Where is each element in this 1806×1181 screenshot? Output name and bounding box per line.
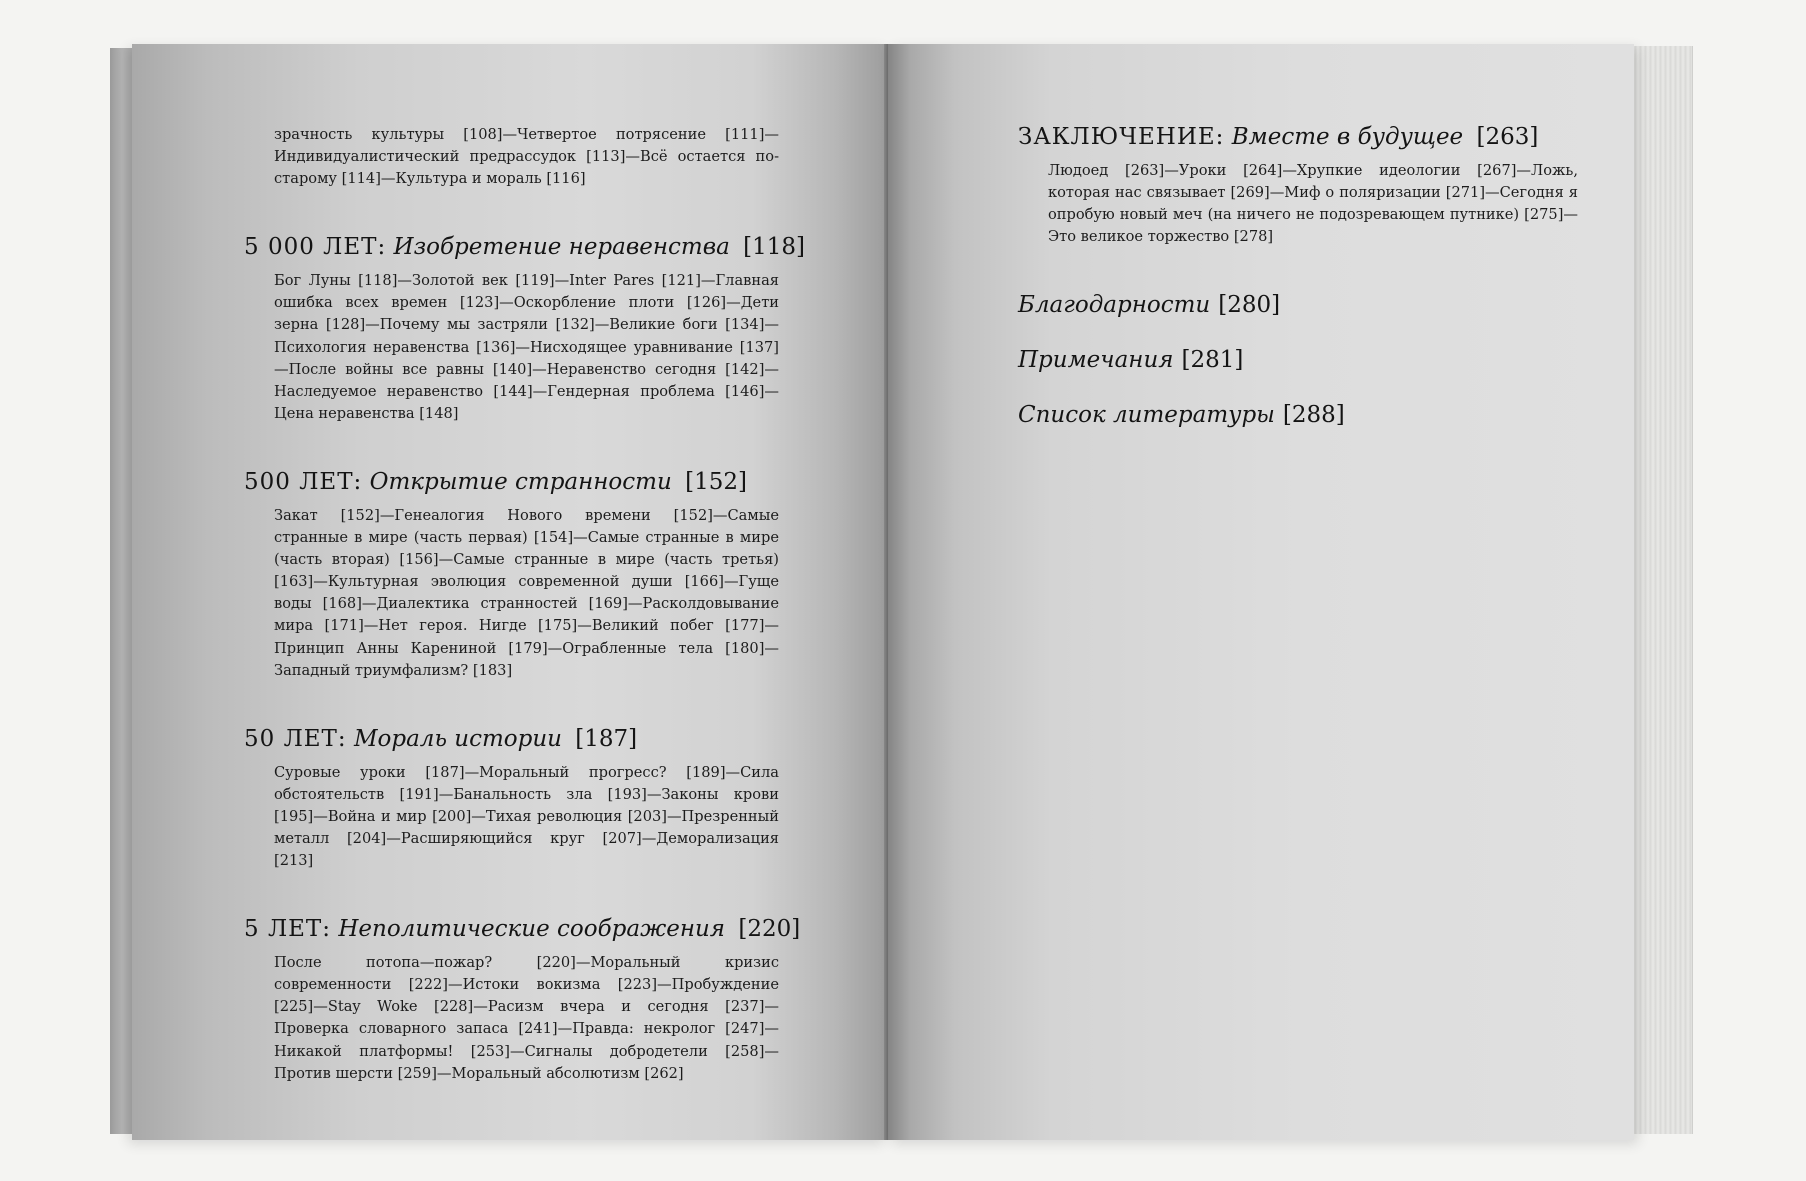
toc-acknowledgements — [1018, 290, 1578, 320]
section-page-number: [220] — [738, 916, 801, 943]
section-era: 50 ЛЕТ: — [244, 725, 347, 752]
toc-section-heading — [244, 914, 801, 944]
section-page-number: [263] — [1476, 124, 1539, 150]
toc-entries: После потопа—пожар? [220]—Моральный кризис современности [222]—Истоки вокизма [223]—Пробуждение [225]—Stay Woke [228]—Расизм вчера и сегодня [237]—Проверка словарного запаса [241]—Правда: некролог [247]—Никакой платформы! [253]—Сигналы добродетели [258]—Против шерсти [259]—Моральный абсолютизм [262] — [274, 954, 779, 1082]
toc-entries: Людоед [263]—Уроки [264]—Хрупкие идеологии [267]—Ложь, которая нас связывает [269]—Миф о поляризации [271]—Сегодня я опробую новый меч (на ничего не подозревающем путнике) [275]—Это великое торжество [278] — [1048, 162, 1578, 246]
toc-section-50-years — [244, 724, 779, 872]
section-page-number: [288] — [1282, 402, 1345, 429]
right-page-contents — [1018, 122, 1578, 455]
section-title: Благодарности — [1018, 292, 1211, 319]
toc-section-conclusion — [1018, 122, 1578, 248]
section-era: ЗАКЛЮЧЕНИЕ: — [1018, 124, 1225, 150]
section-page-number: [281] — [1181, 347, 1244, 374]
toc-entries: Суровые уроки [187]—Моральный прогресс? [189]—Сила обстоятельств [191]—Банальность зла [193]—Законы крови [195]—Война и мир [200]—Тихая революция [203]—Презренный металл [204]—Расширяющийся круг [207]—Деморализация [213] — [274, 763, 779, 870]
section-title: Примечания — [1018, 347, 1174, 374]
section-title: Вместе в будущее — [1231, 124, 1464, 150]
section-page-number: [187] — [575, 725, 638, 752]
toc-entries: зрачность культуры [108]—Четвертое потрясение [111]—Индивидуалистический предрассудок [113]—Всё остается по-старому [114]—Культура и мораль [116] — [274, 126, 779, 188]
page-edges-right — [1630, 46, 1693, 1134]
section-page-number: [118] — [743, 234, 805, 261]
toc-notes — [1018, 345, 1578, 375]
section-title: Список литературы — [1018, 402, 1275, 429]
section-page-number: [280] — [1218, 292, 1281, 319]
toc-section-heading — [1018, 122, 1578, 152]
right-page — [888, 44, 1634, 1140]
toc-section-500-years — [244, 467, 779, 682]
toc-section-5-years — [244, 914, 801, 1085]
toc-section-continued — [244, 124, 779, 190]
toc-section-heading — [244, 232, 805, 262]
left-page — [132, 44, 888, 1140]
section-page-number: [152] — [685, 468, 747, 495]
toc-entries: Бог Луны [118]—Золотой век [119]—Inter Pares [121]—Главная ошибка всех времен [123]—Оскорбление плоти [126]—Дети зерна [128]—Почему мы застряли [132]—Великие боги [134]—Психология неравенства [136]—Нисходящее уравнивание [137]—После войны все равны [140]—Неравенство сегодня [142]—Наследуемое неравенство [144]—Гендерная проблема [146]—Цена неравенства [148] — [274, 272, 779, 422]
section-era: 500 ЛЕТ: — [244, 468, 363, 495]
toc-entries: Закат [152]—Генеалогия Нового времени [152]—Самые странные в мире (часть первая) [154]—Самые странные в мире (часть вторая) [156]—Самые странные в мире (часть третья) [163]—Культурная эволюция современной души [166]—Гуще воды [168]—Диалектика странностей [169]—Расколдовывание мира [171]—Нет героя. Нигде [175]—Великий побег [177]—Принцип Анны Карениной [179]—Ограбленные тела [180]—Западный триумфализм? [183] — [274, 506, 779, 679]
toc-section-5000-years — [244, 232, 805, 425]
section-title: Мораль истории — [353, 725, 562, 752]
toc-section-heading — [244, 724, 779, 754]
section-title: Изобретение неравенства — [393, 234, 730, 261]
section-title: Неполитические соображения — [338, 916, 726, 943]
toc-bibliography — [1018, 400, 1578, 430]
section-era: 5 ЛЕТ: — [244, 916, 332, 943]
toc-section-heading — [244, 467, 779, 497]
section-title: Открытие странности — [369, 468, 672, 495]
left-page-contents — [244, 124, 805, 1127]
section-era: 5 000 ЛЕТ: — [244, 234, 387, 261]
